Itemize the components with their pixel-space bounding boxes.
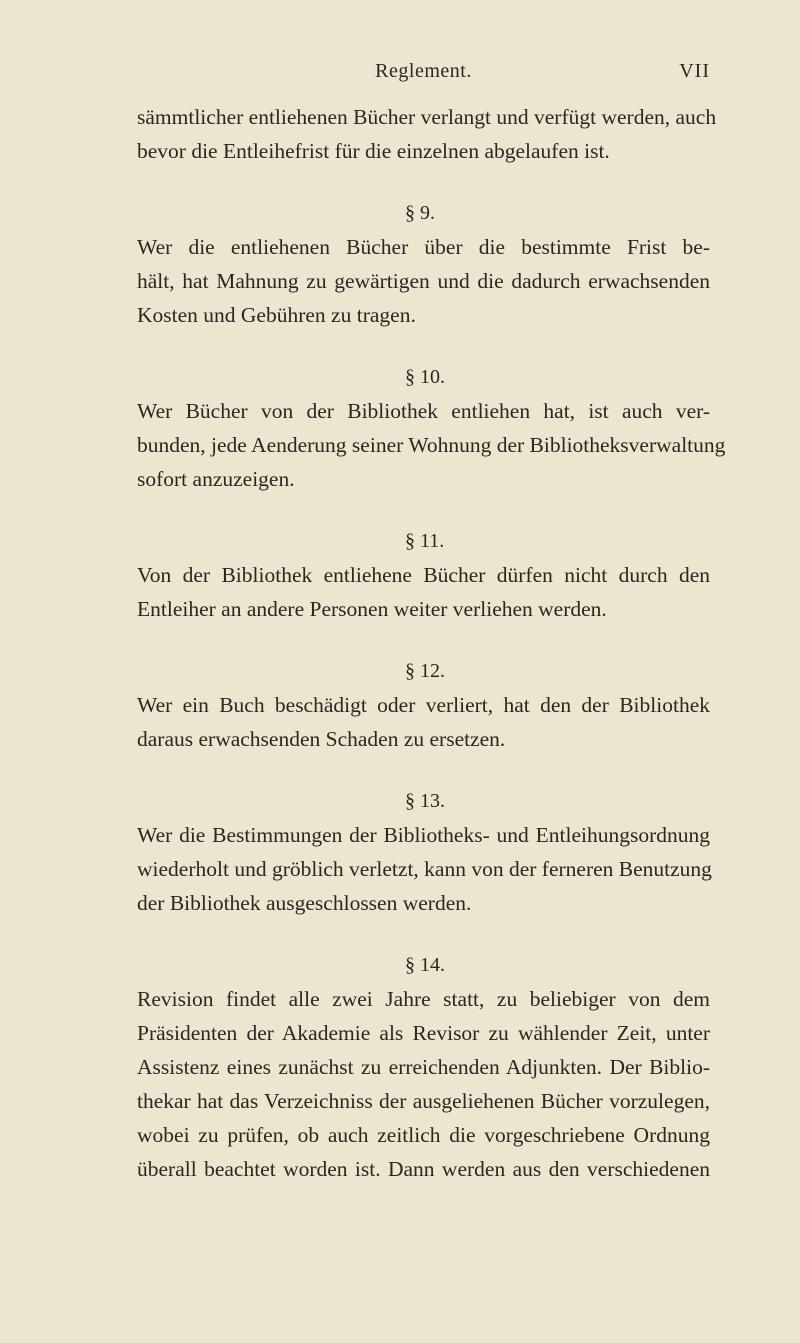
page-header <box>137 60 710 90</box>
section-heading: § 9. <box>405 202 435 224</box>
body-text <box>137 100 726 1186</box>
section-heading: § 11. <box>405 530 445 552</box>
paragraph-line: sämmtlicher entliehenen Bücher verlangt und verfügt werden, auch <box>137 105 717 129</box>
section-heading: § 10. <box>405 366 445 388</box>
paragraph-line: wobei zu prüfen, ob auch zeitlich die vorgeschriebene Ordnung <box>137 1123 710 1147</box>
paragraph-line: Kosten und Gebühren zu tragen. <box>137 303 416 327</box>
paragraph-line: Wer die entliehenen Bücher über die bestimmte Frist be- <box>137 235 710 259</box>
paragraph-line: sofort anzuzeigen. <box>137 467 295 491</box>
paragraph-line: Wer Bücher von der Bibliothek entliehen hat, ist auch ver- <box>137 399 710 423</box>
paragraph-line: Assistenz eines zunächst zu erreichenden Adjunkten. Der Biblio- <box>137 1055 710 1079</box>
paragraph-line: Präsidenten der Akademie als Revisor zu wählender Zeit, unter <box>137 1021 710 1045</box>
paragraph-line: hält, hat Mahnung zu gewärtigen und die dadurch erwachsenden <box>137 269 710 293</box>
paragraph-line: Revision findet alle zwei Jahre statt, zu beliebiger von dem <box>137 987 710 1011</box>
paragraph-line: der Bibliothek ausgeschlossen werden. <box>137 891 472 915</box>
paragraph-line: Wer ein Buch beschädigt oder verliert, hat den der Bibliothek <box>137 693 710 717</box>
section-heading: § 13. <box>405 790 445 812</box>
paragraph-line: daraus erwachsenden Schaden zu ersetzen. <box>137 727 506 751</box>
paragraph-line: überall beachtet worden ist. Dann werden aus den verschiedenen <box>137 1157 710 1181</box>
section-heading: § 14. <box>405 954 445 976</box>
paragraph-line: thekar hat das Verzeichniss der ausgeliehenen Bücher vorzulegen, <box>137 1089 710 1113</box>
paragraph-line: Entleiher an andere Personen weiter verliehen werden. <box>137 597 607 621</box>
section-heading: § 12. <box>405 660 445 682</box>
paragraph-line: wiederholt und gröblich verletzt, kann von der ferneren Benutzung <box>137 857 712 881</box>
paragraph-line: bunden, jede Aenderung seiner Wohnung der Bibliotheksverwaltung <box>137 433 726 457</box>
page-number: VII <box>679 60 710 82</box>
paragraph-line: bevor die Entleihefrist für die einzelnen abgelaufen ist. <box>137 139 610 163</box>
running-title: Reglement. <box>375 60 472 82</box>
paragraph-line: Wer die Bestimmungen der Bibliotheks- und Entleihungsordnung <box>137 823 710 847</box>
paragraph-line: Von der Bibliothek entliehene Bücher dürfen nicht durch den <box>137 563 710 587</box>
